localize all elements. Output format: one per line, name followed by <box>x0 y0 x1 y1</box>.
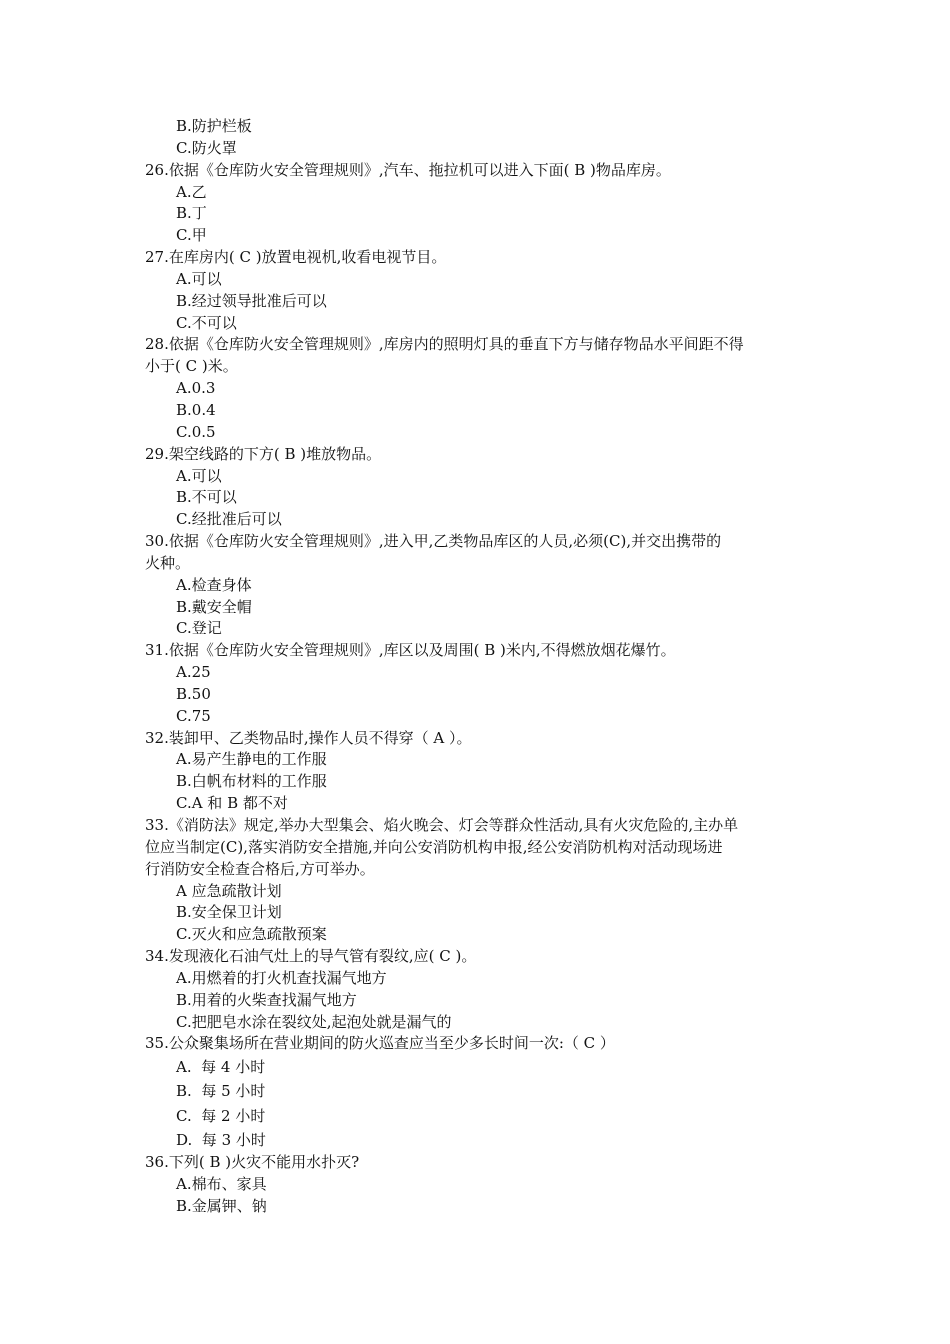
answer-option: A.可以 <box>176 466 222 485</box>
answer-option: B.不可以 <box>176 488 237 507</box>
answer-option: B.50 <box>176 684 211 703</box>
answer-option: B.白帆布材料的工作服 <box>176 772 327 791</box>
answer-option: A.乙 <box>176 182 207 201</box>
answer-option: A.棉布、家具 <box>176 1174 267 1193</box>
answer-option: C.经批准后可以 <box>176 510 282 529</box>
question-line: 32.装卸甲、乙类物品时,操作人员不得穿（ A ）。 <box>145 728 472 747</box>
question-line: 火种。 <box>145 553 191 572</box>
answer-option: B.丁 <box>176 204 207 223</box>
question-line: 31.依据《仓库防火安全管理规则》,库区以及周围( B )米内,不得燃放烟花爆竹。 <box>145 641 676 660</box>
question-line: 26.依据《仓库防火安全管理规则》,汽车、拖拉机可以进入下面( B )物品库房。 <box>145 160 671 179</box>
document-page <box>0 116 950 1218</box>
answer-option: A 应急疏散计划 <box>176 881 282 900</box>
answer-option: B.防护栏板 <box>176 117 252 135</box>
answer-option: C. 每 2 小时 <box>176 1106 266 1125</box>
answer-option: B.0.4 <box>176 400 216 419</box>
answer-option: B.安全保卫计划 <box>176 903 282 922</box>
answer-option: B.用着的火柴查找漏气地方 <box>176 990 357 1009</box>
answer-option: A.25 <box>176 663 211 682</box>
question-line: 33.《消防法》规定,举办大型集会、焰火晚会、灯会等群众性活动,具有火灾危险的,主办单 <box>145 816 739 834</box>
answer-option: B.金属钾、钠 <box>176 1196 267 1215</box>
answer-option: C.A 和 B 都不对 <box>176 794 288 813</box>
question-line: 27.在库房内( C )放置电视机,收看电视节目。 <box>145 248 447 267</box>
answer-option: B. 每 5 小时 <box>176 1082 266 1101</box>
question-line: 位应当制定(C),落实消防安全措施,并向公安消防机构申报,经公安消防机构对活动现场进 <box>145 837 723 856</box>
answer-option: C.灭火和应急疏散预案 <box>176 925 327 944</box>
answer-option: B.经过领导批准后可以 <box>176 291 327 310</box>
answer-option: C.把肥皂水涂在裂纹处,起泡处就是漏气的 <box>176 1012 452 1031</box>
answer-option: C.0.5 <box>176 422 216 441</box>
answer-option: A. 每 4 小时 <box>176 1058 266 1077</box>
answer-option: C.不可以 <box>176 313 237 332</box>
answer-option: C.登记 <box>176 619 222 638</box>
question-line: 34.发现液化石油气灶上的导气管有裂纹,应( C )。 <box>145 947 477 966</box>
question-line: 30.依据《仓库防火安全管理规则》,进入甲,乙类物品库区的人员,必须(C),并交出携带的 <box>145 532 722 551</box>
question-line: 36.下列( B )火灾不能用水扑灭? <box>145 1153 360 1172</box>
answer-option: C.甲 <box>176 226 207 245</box>
answer-option: C.防火罩 <box>176 138 237 157</box>
answer-option: B.戴安全帽 <box>176 597 252 616</box>
answer-option: A.0.3 <box>176 379 216 398</box>
answer-option: A.可以 <box>176 269 222 288</box>
answer-option: A.检查身体 <box>176 575 252 594</box>
answer-option: A.用燃着的打火机查找漏气地方 <box>176 968 387 987</box>
question-line: 29.架空线路的下方( B )堆放物品。 <box>145 444 382 463</box>
answer-option: A.易产生静电的工作服 <box>176 750 327 769</box>
question-line: 小于( C )米。 <box>145 357 238 376</box>
question-line: 行消防安全检查合格后,方可举办。 <box>145 859 375 878</box>
question-line: 28.依据《仓库防火安全管理规则》,库房内的照明灯具的垂直下方与储存物品水平间距不得 <box>145 335 744 354</box>
answer-option: D. 每 3 小时 <box>176 1130 266 1149</box>
question-line: 35.公众聚集场所在营业期间的防火巡查应当至少多长时间一次:（ C ） <box>145 1034 615 1053</box>
answer-option: C.75 <box>176 706 211 725</box>
